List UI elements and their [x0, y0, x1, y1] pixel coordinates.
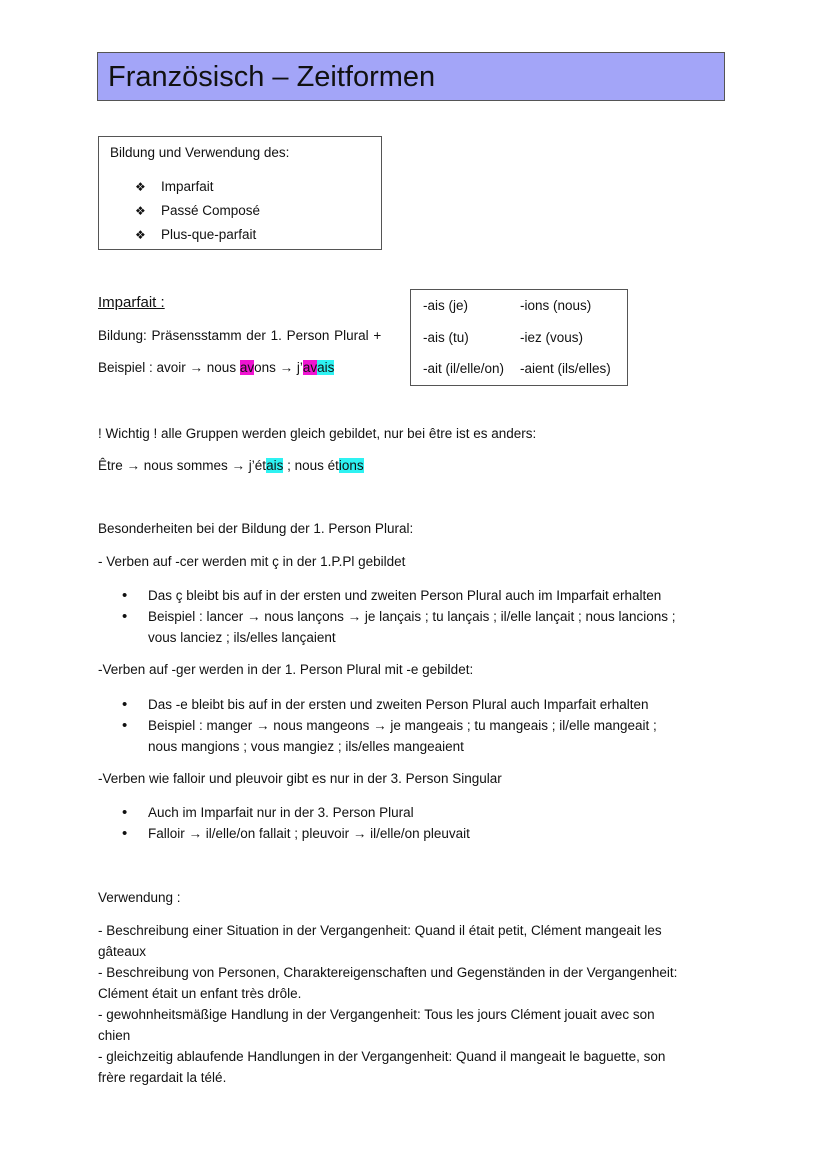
verwendung-heading: Verwendung :: [98, 890, 181, 905]
text-line: - gleichzeitig ablaufende Handlungen in der Vergangenheit: Quand il mangeait le baguette, son: [98, 1049, 666, 1064]
imparfait-beispiel: Beispiel : avoir → nous avons → j’avais: [98, 360, 335, 375]
title-bar: [97, 52, 725, 101]
ending-il: -ait (il/elle/on): [423, 361, 505, 376]
text-line: - gewohnheitsmäßige Handlung in der Vergangenheit: Tous les jours Clément jouait avec son: [98, 1007, 655, 1022]
text-line: - Beschreibung einer Situation in der Vergangenheit: Quand il était petit, Clément mangeait les: [98, 923, 662, 938]
list-item: • Beispiel : lancer → nous lançons → je lançais ; tu lançais ; il/elle lançait ; nous lancions ; vous lanciez ; ils/elles lançaient: [98, 606, 728, 648]
etre-example: Être → nous sommes → j’étais ; nous étions: [98, 458, 364, 473]
cer-list: [98, 585, 728, 648]
list-item: ❖ Passé Composé: [135, 203, 261, 218]
cer-heading: - Verben auf -cer werden mit ç in der 1.P.Pl gebildet: [98, 554, 406, 569]
list-item: • Das ç bleibt bis auf in der ersten und zweiten Person Plural auch im Imparfait erhalten: [98, 585, 728, 606]
imparfait-heading: Imparfait :: [98, 294, 165, 311]
list-item: • Das -e bleibt bis auf in der ersten und zweiten Person Plural auch Imparfait erhalten: [98, 694, 728, 715]
overview-intro: Bildung und Verwendung des:: [110, 145, 290, 160]
list-item: • Falloir → il/elle/on fallait ; pleuvoir → il/elle/on pleuvait: [98, 823, 728, 844]
list-item: • Beispiel : manger → nous mangeons → je mangeais ; tu mangeais ; il/elle mangeait ; nous mangions ; vous mangiez ; ils/elles mangeaient: [98, 715, 728, 757]
diamond-bullet-icon: ❖: [135, 204, 146, 218]
text-line: - Beschreibung von Personen, Charaktereigenschaften und Gegenständen in der Vergangenheit:: [98, 965, 678, 980]
list-item: • Auch im Imparfait nur in der 3. Person Plural: [98, 802, 728, 823]
text-line: gâteaux: [98, 944, 147, 959]
ger-list: [98, 694, 728, 757]
ending-je: -ais (je): [423, 298, 469, 313]
highlight-stem: av: [302, 360, 318, 375]
ending-ils: -aient (ils/elles): [520, 361, 611, 376]
falloir-list: [98, 802, 728, 844]
highlight-stem: av: [239, 360, 255, 375]
text-line: frère regardait la télé.: [98, 1070, 227, 1085]
ending-tu: -ais (tu): [423, 330, 469, 345]
highlight-ending: ais: [266, 458, 284, 473]
besonderheiten-heading: Besonderheiten bei der Bildung der 1. Person Plural:: [98, 521, 414, 536]
wichtig-note: ! Wichtig ! alle Gruppen werden gleich gebildet, nur bei être ist es anders:: [98, 426, 537, 441]
overview-list: [135, 178, 260, 250]
diamond-bullet-icon: ❖: [135, 180, 146, 194]
falloir-heading: -Verben wie falloir und pleuvoir gibt es nur in der 3. Person Singular: [98, 771, 502, 786]
highlight-ending: ions: [338, 458, 364, 473]
list-item: ❖ Imparfait: [135, 179, 214, 194]
page-title: Französisch – Zeitformen: [108, 61, 436, 93]
highlight-ending: ais: [317, 360, 335, 375]
endings-box: [410, 289, 628, 386]
ger-heading: -Verben auf -ger werden in der 1. Person Plural mit -e gebildet:: [98, 662, 474, 677]
list-item: ❖ Plus-que-parfait: [135, 227, 257, 242]
verwendung-text: [98, 920, 728, 1088]
text-line: chien: [98, 1028, 131, 1043]
imparfait-bildung: Bildung: Präsensstamm der 1. Person Plural +: [98, 328, 382, 343]
text-line: Clément était un enfant très drôle.: [98, 986, 302, 1001]
ending-vous: -iez (vous): [520, 330, 584, 345]
ending-nous: -ions (nous): [520, 298, 592, 313]
diamond-bullet-icon: ❖: [135, 228, 146, 242]
overview-box: [98, 136, 382, 250]
